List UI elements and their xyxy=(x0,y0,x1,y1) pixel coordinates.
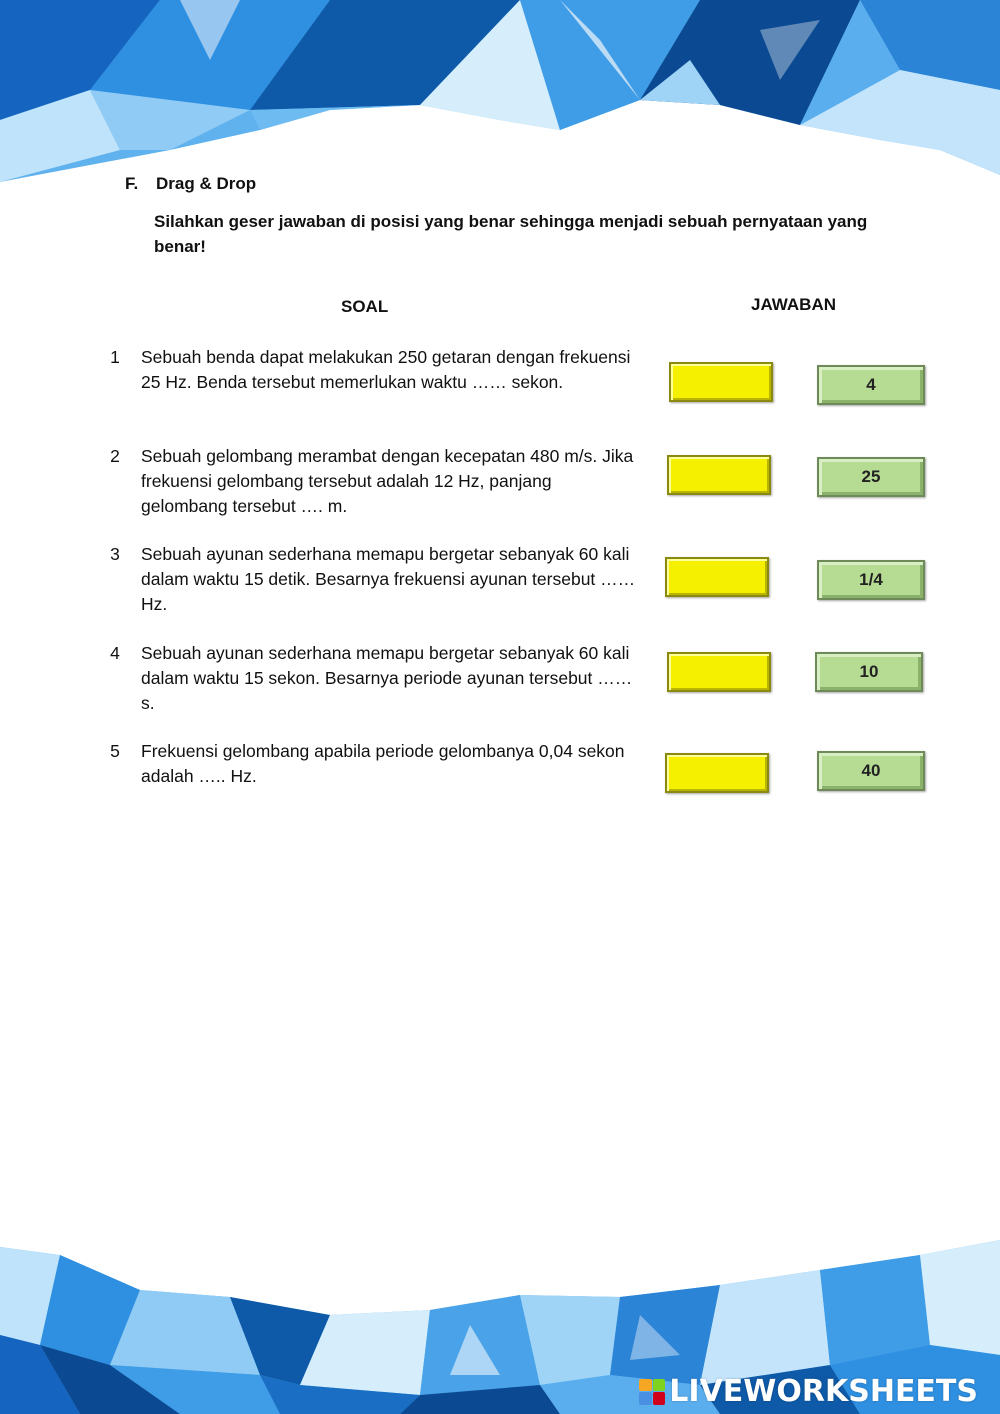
question-4 xyxy=(100,641,640,716)
soal-header: SOAL xyxy=(341,297,389,316)
instructions: Silahkan geser jawaban di posisi yang benar sehingga menjadi sebuah pernyataan yang benar! xyxy=(154,212,868,256)
section-title: Drag & Drop xyxy=(156,174,257,193)
jawaban-header: JAWABAN xyxy=(751,295,837,314)
question-2 xyxy=(100,444,640,519)
question-number: 2 xyxy=(110,446,120,466)
question-text: Frekuensi gelombang apabila periode gelombanya 0,04 sekon adalah ….. Hz. xyxy=(141,741,625,786)
section-heading xyxy=(125,174,256,194)
question-text: Sebuah ayunan sederhana memapu bergetar sebanyak 60 kali dalam waktu 15 sekon. Besarnya periode ayunan tersebut …… s. xyxy=(141,643,633,713)
section-letter: F. xyxy=(125,174,139,193)
answer-tile-4[interactable]: 10 xyxy=(815,652,923,692)
question-number: 1 xyxy=(110,347,120,367)
question-5 xyxy=(100,739,640,789)
question-text: Sebuah gelombang merambat dengan kecepatan 480 m/s. Jika frekuensi gelombang tersebut adalah 12 Hz, panjang gelombang tersebut …. m. xyxy=(141,446,634,516)
drop-zone-5[interactable] xyxy=(665,753,769,793)
question-1 xyxy=(100,345,640,395)
top-banner-graphic xyxy=(0,0,1000,190)
answer-tile-5[interactable]: 40 xyxy=(817,751,925,791)
brand-text: LIVEWORKSHEETS xyxy=(669,1374,978,1409)
drop-zone-3[interactable] xyxy=(665,557,769,597)
drop-zone-4[interactable] xyxy=(667,652,771,692)
answer-tile-1[interactable]: 4 xyxy=(817,365,925,405)
question-3 xyxy=(100,542,640,617)
drop-zone-2[interactable] xyxy=(667,455,771,495)
question-number: 5 xyxy=(110,741,120,761)
answer-tile-2[interactable]: 25 xyxy=(817,457,925,497)
question-text: Sebuah ayunan sederhana memapu bergetar sebanyak 60 kali dalam waktu 15 detik. Besarnya frekuensi ayunan tersebut …… Hz. xyxy=(141,544,636,614)
answer-tile-3[interactable]: 1/4 xyxy=(817,560,925,600)
liveworksheets-watermark xyxy=(639,1374,978,1409)
question-number: 4 xyxy=(110,643,120,663)
question-number: 3 xyxy=(110,544,120,564)
liveworksheets-logo-icon xyxy=(639,1379,665,1405)
question-text: Sebuah benda dapat melakukan 250 getaran dengan frekuensi 25 Hz. Benda tersebut memerlukan waktu …… sekon. xyxy=(141,347,631,392)
drop-zone-1[interactable] xyxy=(669,362,773,402)
